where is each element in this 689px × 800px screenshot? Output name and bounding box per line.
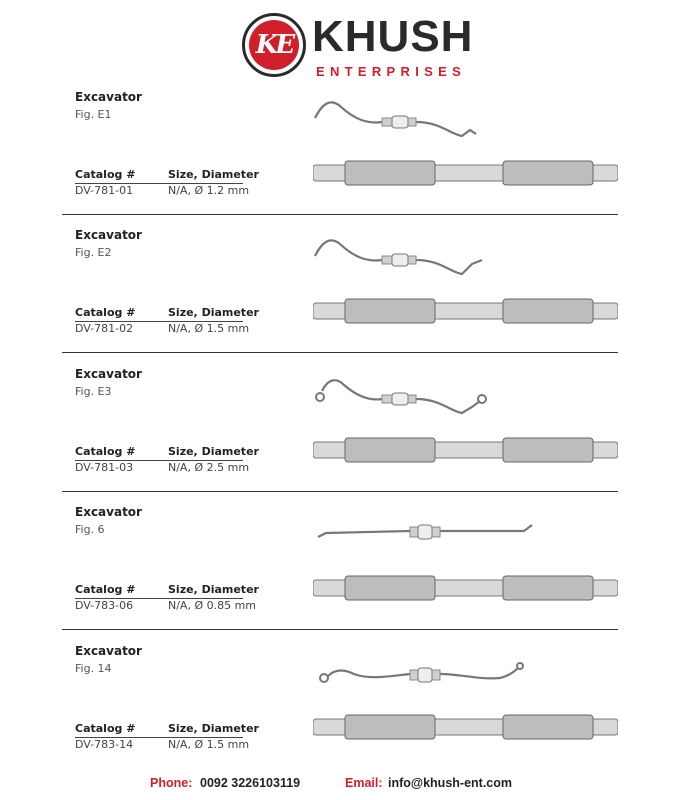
product-row bbox=[0, 0, 689, 197]
instrument-handle-illustration bbox=[313, 712, 618, 742]
size-diameter: N/A, Ø 1.5 mm bbox=[168, 738, 250, 751]
phone-label: Phone: bbox=[150, 776, 193, 790]
product-name: Excavator bbox=[75, 367, 142, 381]
product-figure: Fig. E3 bbox=[75, 385, 112, 398]
size-header: Size, Diameter bbox=[168, 445, 259, 458]
product-row bbox=[0, 277, 689, 474]
size-header: Size, Diameter bbox=[168, 306, 259, 319]
phone-number[interactable]: 0092 3226103119 bbox=[200, 776, 301, 790]
catalog-number: DV-783-14 bbox=[75, 738, 134, 751]
catalog-number: DV-781-01 bbox=[75, 184, 134, 197]
catalog-number: DV-783-06 bbox=[75, 599, 134, 612]
size-header: Size, Diameter bbox=[168, 722, 259, 735]
size-header: Size, Diameter bbox=[168, 168, 259, 181]
product-figure: Fig. E2 bbox=[75, 246, 112, 259]
product-name: Excavator bbox=[75, 644, 142, 658]
size-diameter: N/A, Ø 1.2 mm bbox=[168, 184, 250, 197]
instrument-tip-illustration bbox=[310, 646, 540, 696]
size-diameter: N/A, Ø 2.5 mm bbox=[168, 461, 250, 474]
catalog-header: Catalog # bbox=[75, 583, 136, 596]
company-subtitle: ENTERPRISES bbox=[316, 64, 467, 79]
instrument-tip-illustration bbox=[300, 369, 500, 419]
instrument-tip-illustration bbox=[310, 507, 540, 557]
size-diameter: N/A, Ø 1.5 mm bbox=[168, 322, 250, 335]
catalog-header: Catalog # bbox=[75, 168, 136, 181]
company-name: KHUSH bbox=[312, 12, 474, 61]
catalog-number: DV-781-02 bbox=[75, 322, 134, 335]
size-diameter: N/A, Ø 0.85 mm bbox=[168, 599, 257, 612]
product-row bbox=[0, 138, 689, 335]
size-header: Size, Diameter bbox=[168, 583, 259, 596]
product-row bbox=[0, 554, 689, 751]
catalog-header: Catalog # bbox=[75, 306, 136, 319]
product-figure: Fig. 14 bbox=[75, 662, 112, 675]
product-row bbox=[0, 415, 689, 612]
instrument-tip-illustration bbox=[300, 92, 500, 142]
product-name: Excavator bbox=[75, 90, 142, 104]
email-label: Email: bbox=[345, 776, 383, 790]
product-name: Excavator bbox=[75, 228, 142, 242]
email-address[interactable]: info@khush-ent.com bbox=[388, 776, 512, 790]
catalog-number: DV-781-03 bbox=[75, 461, 134, 474]
instrument-tip-illustration bbox=[300, 230, 500, 280]
catalog-header: Catalog # bbox=[75, 722, 136, 735]
logo-monogram: KE bbox=[255, 30, 293, 60]
catalog-header: Catalog # bbox=[75, 445, 136, 458]
product-figure: Fig. 6 bbox=[75, 523, 105, 536]
product-name: Excavator bbox=[75, 505, 142, 519]
product-figure: Fig. E1 bbox=[75, 108, 112, 121]
